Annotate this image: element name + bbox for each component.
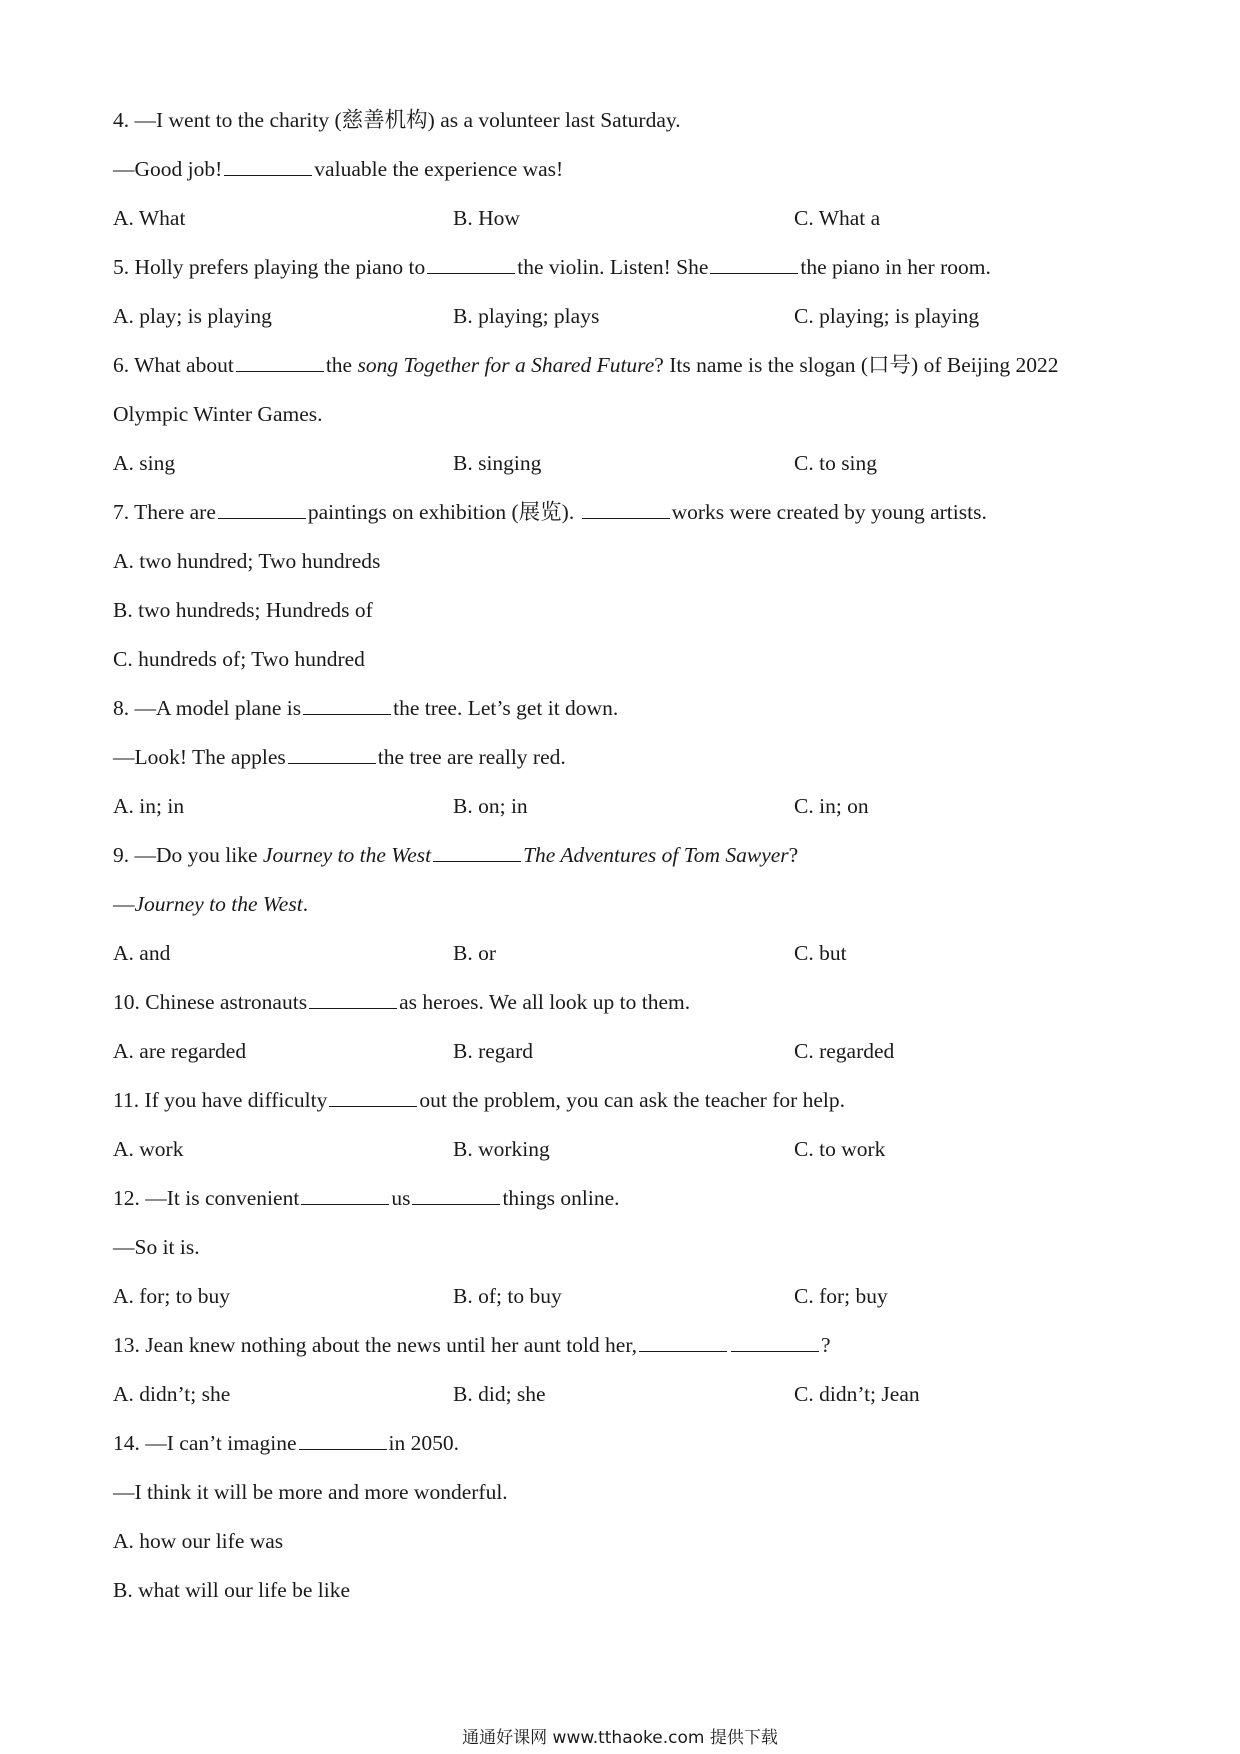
answer-blank[interactable] (218, 500, 306, 519)
q6-stem: 6. What about the song Together for a Shared Future? Its name is the slogan (口号) of Beijing 2022 (113, 353, 1059, 377)
q13-stem: 13. Jean knew nothing about the news until her aunt told her, ? (113, 1333, 831, 1357)
q4-option-c: C. What a (794, 206, 881, 230)
answer-blank[interactable] (309, 990, 397, 1009)
answer-blank[interactable] (301, 1186, 389, 1205)
q5-option-a: A. play; is playing (113, 304, 272, 328)
q10-option-c: C. regarded (794, 1039, 895, 1063)
q7-option-b: B. two hundreds; Hundreds of (113, 598, 373, 622)
q4-option-b: B. How (453, 206, 520, 230)
answer-blank[interactable] (731, 1333, 819, 1352)
answer-blank[interactable] (303, 696, 391, 715)
q5-option-b: B. playing; plays (453, 304, 600, 328)
answer-blank[interactable] (412, 1186, 500, 1205)
book-title: Journey to the West (262, 843, 432, 867)
book-title: Journey to the West (134, 892, 303, 916)
page-footer: 通通好课网 www.tthaoke.com 提供下载 (462, 1728, 778, 1748)
q13-option-c: C. didn’t; Jean (794, 1382, 920, 1406)
q13-option-b: B. did; she (453, 1382, 546, 1406)
q12-option-b: B. of; to buy (453, 1284, 562, 1308)
q6-option-a: A. sing (113, 451, 176, 475)
q7-option-a: A. two hundred; Two hundreds (113, 549, 381, 573)
q9-option-c: C. but (794, 941, 847, 965)
q12-option-c: C. for; buy (794, 1284, 888, 1308)
q11-option-c: C. to work (794, 1137, 886, 1161)
answer-blank[interactable] (582, 500, 670, 519)
q8-option-b: B. on; in (453, 794, 528, 818)
q11-stem: 11. If you have difficulty out the problem, you can ask the teacher for help. (113, 1088, 846, 1112)
q14-option-b: B. what will our life be like (113, 1578, 351, 1602)
answer-blank[interactable] (639, 1333, 727, 1352)
q6-option-c: C. to sing (794, 451, 878, 475)
q12-stem: 12. —It is convenient us things online. (113, 1186, 620, 1210)
answer-blank[interactable] (427, 255, 515, 274)
q7-option-c: C. hundreds of; Two hundred (113, 647, 365, 671)
q4-option-a: A. What (113, 206, 186, 230)
q10-option-a: A. are regarded (113, 1039, 247, 1063)
q8-option-c: C. in; on (794, 794, 869, 818)
q14-stem: 14. —I can’t imagine in 2050. (113, 1431, 459, 1455)
q12-option-a: A. for; to buy (113, 1284, 231, 1308)
book-title: The Adventures of Tom Sawyer (523, 843, 789, 867)
q9-reply: —Journey to the West. (113, 892, 309, 916)
q10-stem: 10. Chinese astronauts as heroes. We all look up to them. (113, 990, 691, 1014)
q8-stem: 8. —A model plane is the tree. Let’s get it down. (113, 696, 619, 720)
q8-reply: —Look! The apples the tree are really red. (113, 745, 566, 769)
q7-stem: 7. There are paintings on exhibition (展览). works were created by young artists. (113, 500, 987, 524)
answer-blank[interactable] (433, 843, 521, 862)
q10-option-b: B. regard (453, 1039, 533, 1063)
q8-option-a: A. in; in (113, 794, 185, 818)
answer-blank[interactable] (299, 1431, 387, 1450)
answer-blank[interactable] (224, 157, 312, 176)
answer-blank[interactable] (288, 745, 376, 764)
q9-option-a: A. and (113, 941, 171, 965)
answer-blank[interactable] (329, 1088, 417, 1107)
q4-reply: —Good job! valuable the experience was! (113, 157, 564, 181)
q9-stem: 9. —Do you like Journey to the West The Adventures of Tom Sawyer? (113, 843, 799, 867)
q14-option-a: A. how our life was (113, 1529, 284, 1553)
answer-blank[interactable] (236, 353, 324, 372)
q4-stem: 4. —I went to the charity (慈善机构) as a volunteer last Saturday. (113, 108, 681, 132)
q5-stem: 5. Holly prefers playing the piano to the violin. Listen! She the piano in her room. (113, 255, 991, 279)
q14-reply: —I think it will be more and more wonderful. (113, 1480, 508, 1504)
q11-option-b: B. working (453, 1137, 550, 1161)
q5-option-c: C. playing; is playing (794, 304, 980, 328)
q6-option-b: B. singing (453, 451, 542, 475)
q11-option-a: A. work (113, 1137, 184, 1161)
q12-reply: —So it is. (113, 1235, 200, 1259)
q9-option-b: B. or (453, 941, 496, 965)
q6-stem-cont: Olympic Winter Games. (113, 402, 323, 426)
answer-blank[interactable] (710, 255, 798, 274)
song-title: song Together for a Shared Future (357, 353, 655, 377)
q13-option-a: A. didn’t; she (113, 1382, 231, 1406)
